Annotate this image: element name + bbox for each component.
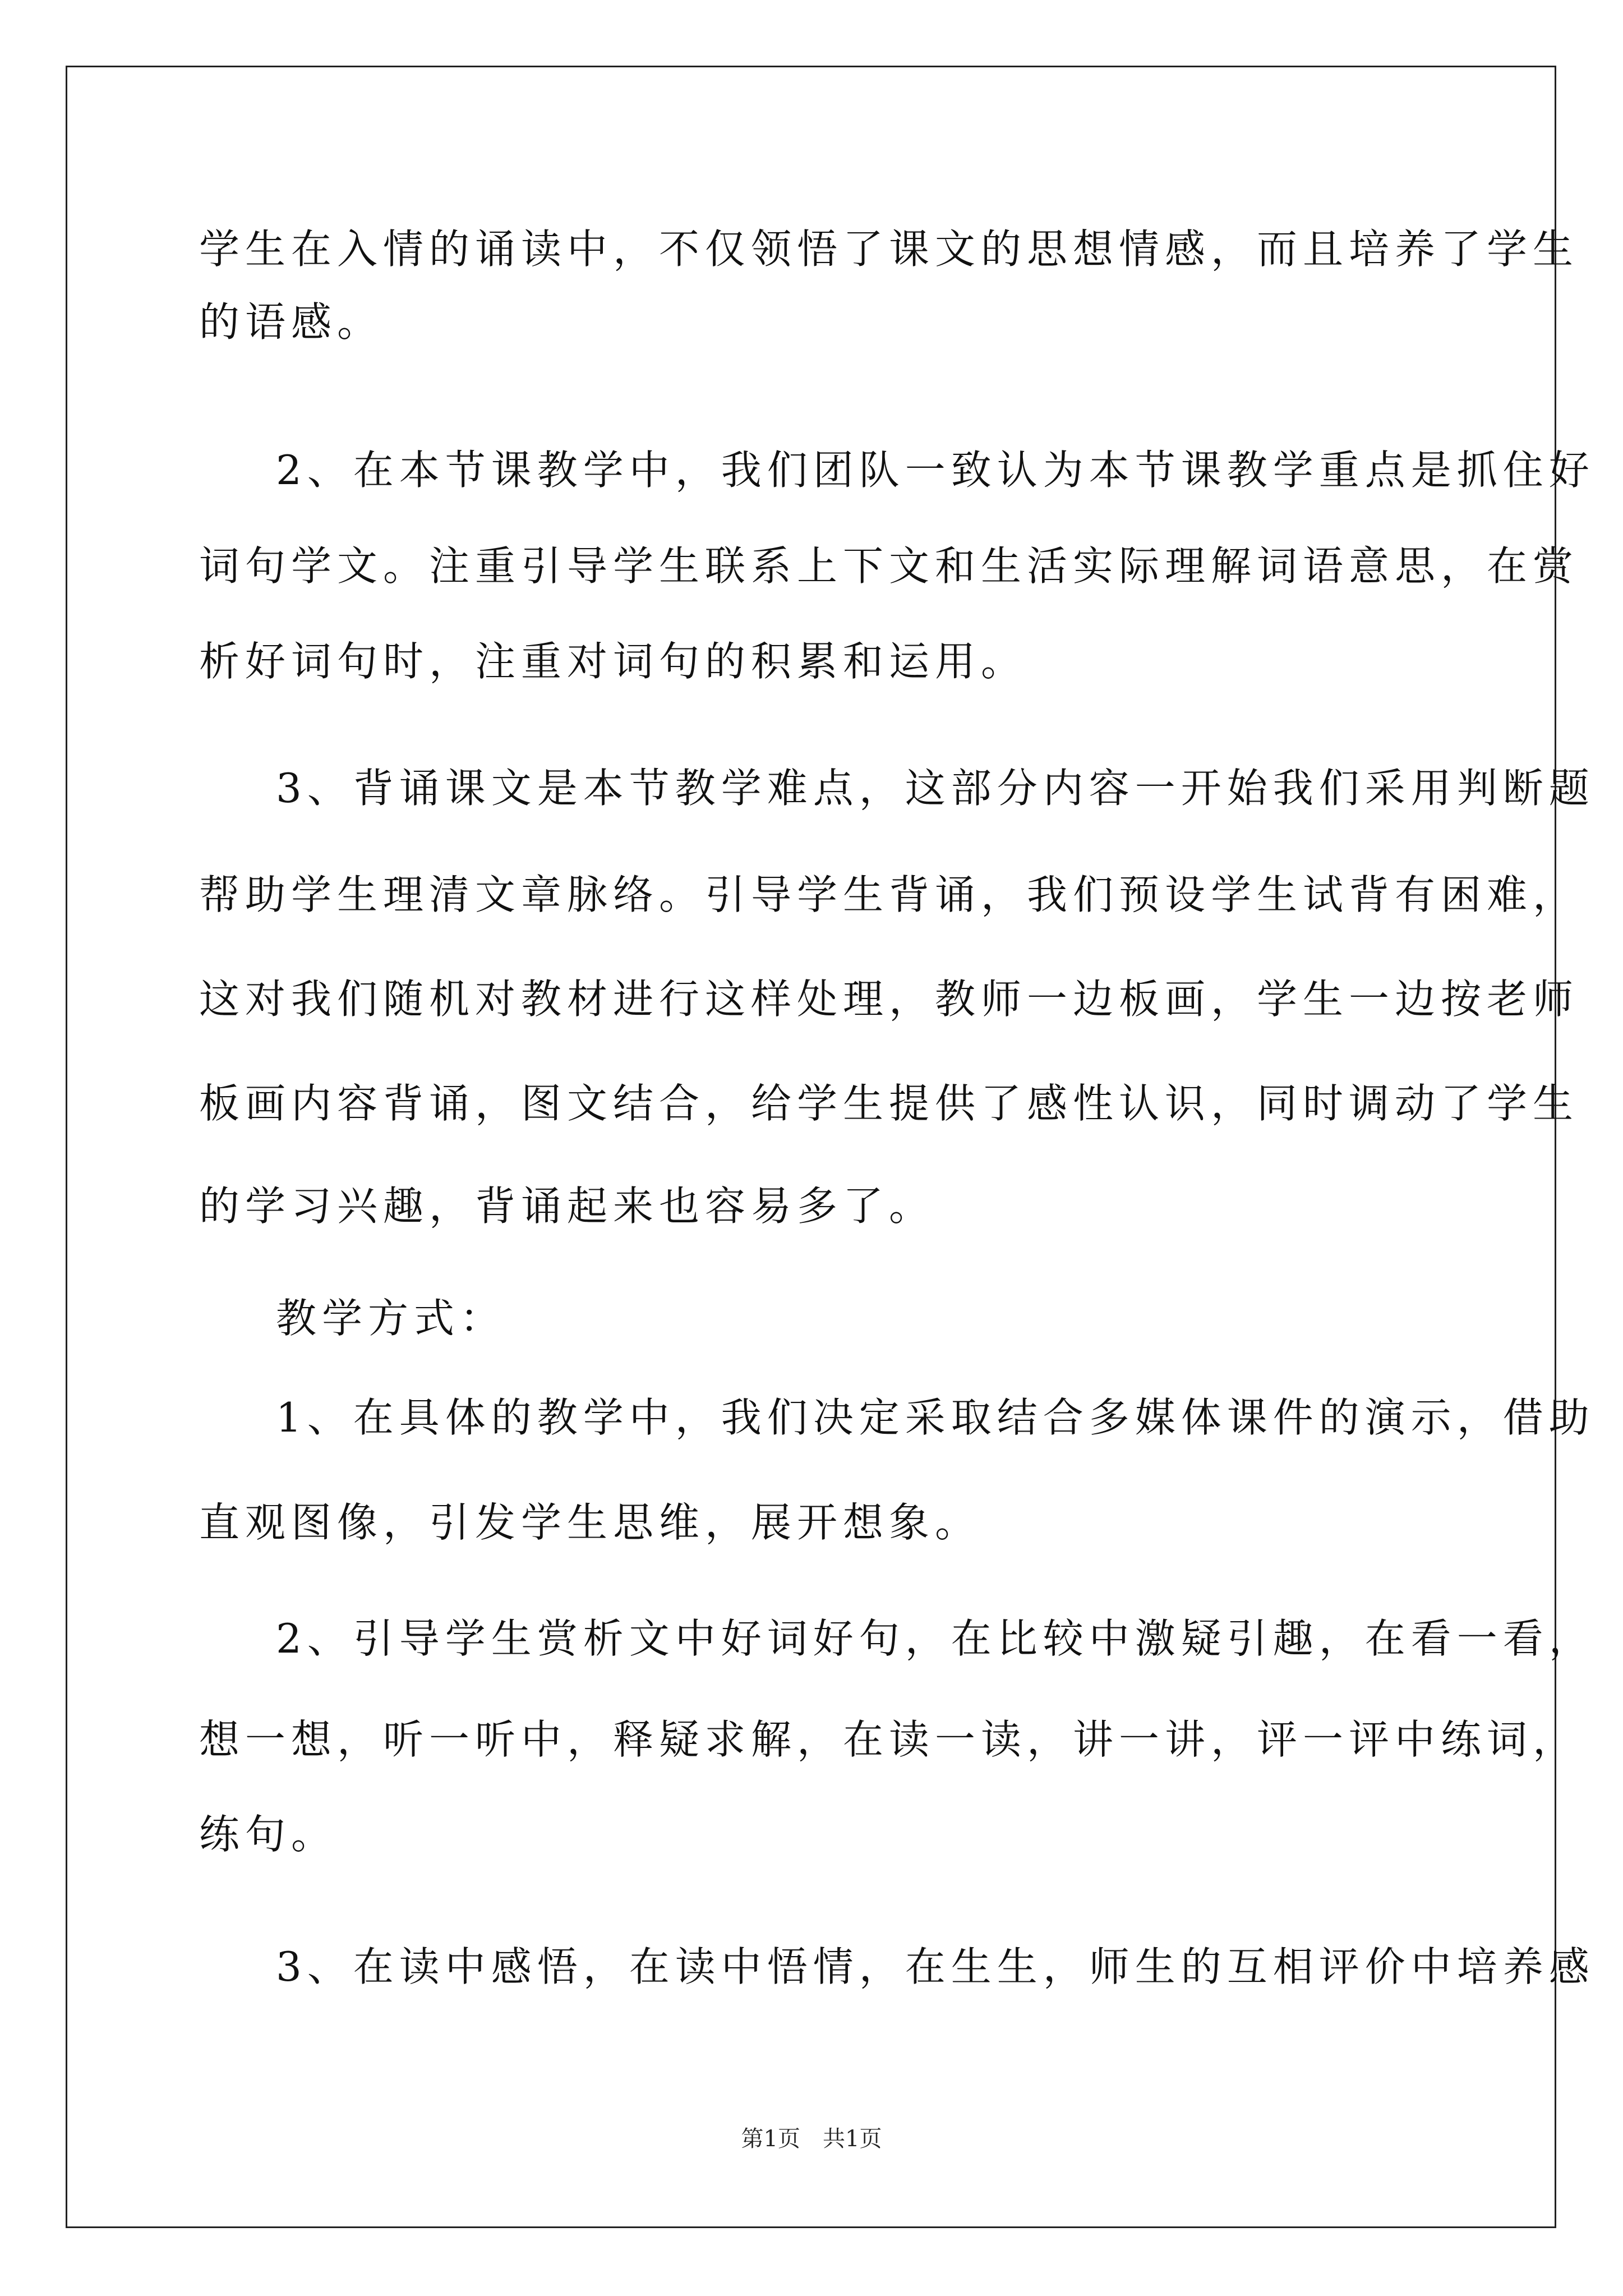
text-line: 2、引导学生赏析文中好词好句，在比较中激疑引趣，在看一看， bbox=[276, 1615, 1595, 1662]
text-line: 直观图像，引发学生思维，展开想象。 bbox=[199, 1499, 981, 1546]
text-line: 学生在入情的诵读中，不仅领悟了课文的思想情感，而且培养了学生 bbox=[199, 226, 1579, 273]
page-footer: 第1页 共1页 bbox=[741, 2126, 882, 2152]
text-line: 词句学文。注重引导学生联系上下文和生活实际理解词语意思，在赏 bbox=[199, 542, 1579, 590]
text-line: 帮助学生理清文章脉络。引导学生背诵，我们预设学生试背有困难， bbox=[199, 871, 1579, 918]
text-line: 练句。 bbox=[199, 1811, 338, 1858]
text-line: 析好词句时，注重对词句的积累和运用。 bbox=[199, 638, 1027, 685]
text-line: 板画内容背诵，图文结合，给学生提供了感性认识，同时调动了学生 bbox=[199, 1080, 1579, 1127]
text-line: 1、在具体的教学中，我们决定采取结合多媒体课件的演示，借助 bbox=[276, 1394, 1595, 1441]
page-border bbox=[66, 66, 1556, 2228]
text-line: 这对我们随机对教材进行这样处理，教师一边板画，学生一边按老师 bbox=[199, 976, 1579, 1023]
section-heading: 教学方式： bbox=[276, 1295, 506, 1342]
text-line: 3、在读中感悟，在读中悟情，在生生，师生的互相评价中培养感 bbox=[276, 1943, 1595, 1990]
text-line: 的学习兴趣，背诵起来也容易多了。 bbox=[199, 1182, 935, 1230]
text-line: 3、背诵课文是本节教学难点，这部分内容一开始我们采用判断题 bbox=[276, 765, 1595, 812]
text-line: 2、在本节课教学中，我们团队一致认为本节课教学重点是抓住好 bbox=[276, 447, 1595, 494]
text-line: 想一想，听一听中，释疑求解，在读一读，讲一讲，评一评中练词， bbox=[199, 1716, 1579, 1763]
text-line: 的语感。 bbox=[199, 298, 384, 346]
